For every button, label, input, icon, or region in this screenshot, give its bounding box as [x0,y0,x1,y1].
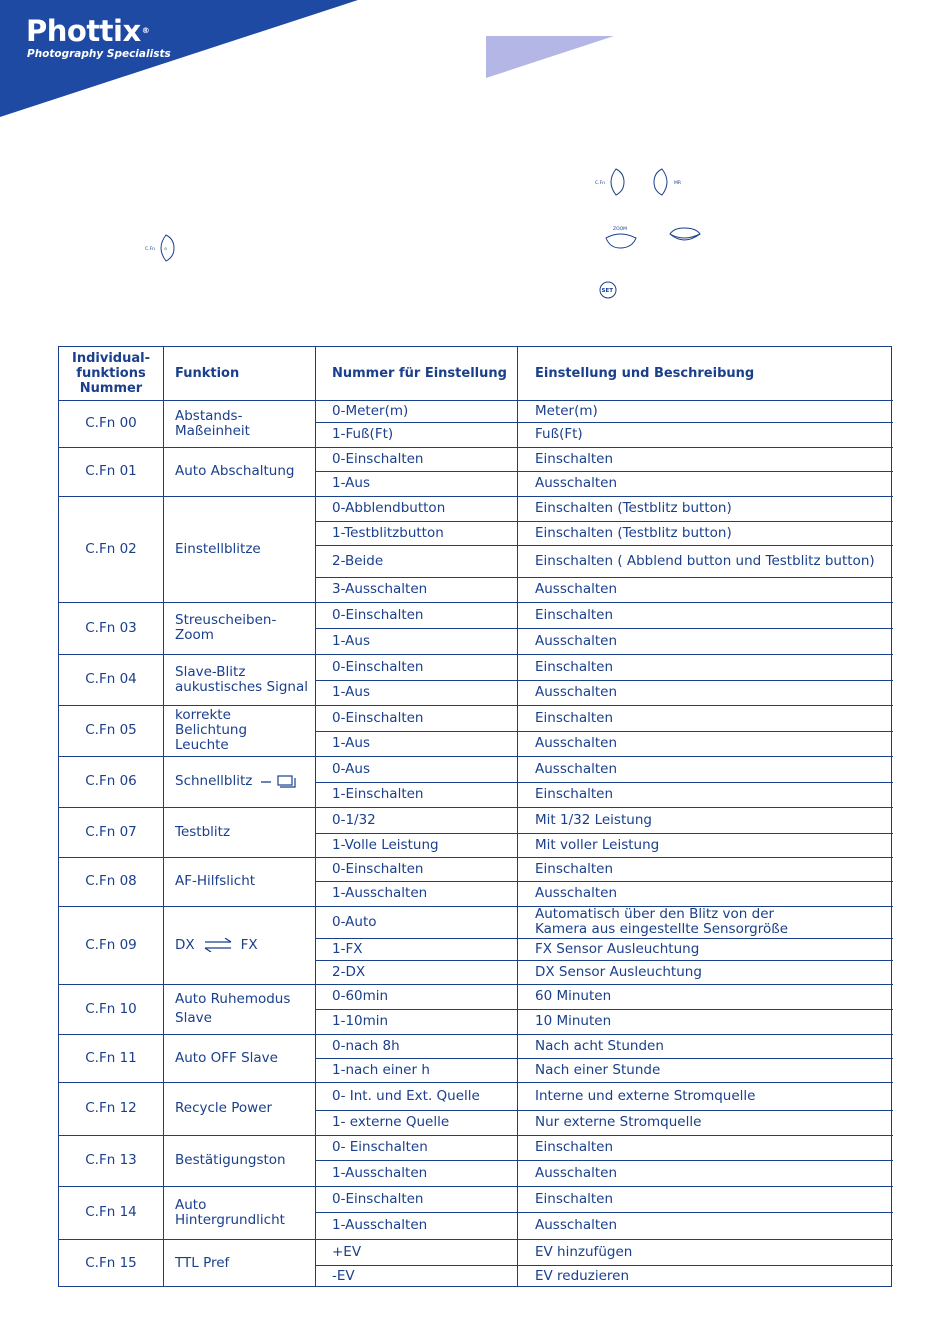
function-name [175,447,313,496]
function-number: C.Fn 14 [85,1204,137,1220]
setting-description-line: Kamera aus eingestellte Sensorgröße [535,921,789,937]
setting-description: Nach acht Stunden [535,1037,664,1054]
function-name-line: Zoom [175,627,214,643]
function-name [175,1082,313,1135]
down-button-icon [666,226,706,252]
setting-number: 2-DX [332,963,366,980]
setting-number: 0-1/32 [332,811,376,828]
setting-number: 1-Ausschalten [332,1217,428,1233]
function-name-line: Recycle Power [175,1100,273,1116]
function-number: C.Fn 02 [85,540,137,557]
column-divider [315,347,316,1286]
cfn-button-icon [594,167,628,197]
svg-text:C.Fn: C.Fn [595,181,606,186]
setting-description: Mit voller Leistung [535,836,660,853]
setting-description: Ausschalten [535,632,618,649]
header-number [59,347,163,400]
setting-number: 0-Aus [332,760,370,777]
zoom-up-button-icon [602,222,642,252]
setting-description: EV hinzufügen [535,1243,633,1260]
function-name-line: Leuchte [175,737,229,753]
setting-number: 1-FX [332,940,363,957]
function-name-line: DX [175,936,195,953]
setting-number: 0- Int. und Ext. Quelle [332,1087,480,1104]
function-name-line: AF-Hilfslicht [175,873,256,889]
setting-description: Ausschalten [535,1217,618,1233]
setting-description: Einschalten [535,1139,614,1155]
setting-number: 0-Einschalten [332,860,424,877]
setting-description: Einschalten (Testblitz button) [535,524,732,541]
column-divider [517,347,518,1286]
function-name-line: Abstands-Maßeinheit [175,407,250,439]
brand-logo [26,14,171,60]
setting-number: 1-nach einer h [332,1061,430,1078]
function-number: C.Fn 13 [85,1152,137,1168]
function-name-line: Testblitz [175,823,231,840]
function-name-wrap [175,938,258,953]
setting-number: 0-Abblendbutton [332,500,446,516]
brand-name: Phottix [26,14,141,48]
function-name-line: Schnellblitz [175,773,253,789]
setting-description: Ausschalten [535,760,618,777]
setting-number: 1-Testblitzbutton [332,524,444,541]
setting-description: Einschalten [535,658,614,675]
svg-text:⊙: ⊙ [164,246,168,251]
function-name-text [175,1198,285,1228]
setting-description: Ausschalten [535,885,618,901]
setting-description: Meter(m) [535,402,598,419]
setting-description: FX Sensor Ausleuchtung [535,940,700,957]
setting-number: 1-Aus [332,475,370,491]
function-name-text [175,1051,278,1066]
function-name-line: TTL Pref [175,1254,230,1271]
setting-description: Ausschalten [535,581,618,597]
function-number: C.Fn 09 [85,936,137,953]
function-name [175,1034,313,1082]
setting-description: Einschalten [535,606,614,623]
function-name-text [175,665,308,695]
function-name-line: Auto Ruhemodus [175,991,291,1007]
setting-number: 1-Ausschalten [332,885,428,901]
function-name [175,1186,313,1239]
function-name [175,984,313,1034]
function-name-line: Einstellblitze [175,540,261,557]
function-name [175,756,313,807]
function-name-text [175,1101,272,1116]
function-name-line: Bestätigungston [175,1152,286,1168]
header-setting-number: Nummer für Einstellung [332,366,507,381]
function-name-text [175,825,230,840]
setting-description: Fuß(Ft) [535,426,583,442]
setting-number: 1-Volle Leistung [332,836,439,853]
setting-description: Nur externe Stromquelle [535,1114,702,1130]
setting-description: Ausschalten [535,475,618,491]
setting-number: 1-Aus [332,632,370,649]
custom-function-table [58,346,892,1287]
function-name [175,807,313,857]
header-function: Funktion [175,366,240,381]
header-number-line: funktions [76,366,146,381]
set-button-icon [597,280,619,300]
function-name-line: Slave-Blitz [175,663,246,680]
function-name-text [175,464,294,479]
function-name-text [175,542,261,557]
setting-description: Einschalten [535,1190,614,1207]
setting-number: 0-Einschalten [332,606,424,623]
function-number: C.Fn 08 [85,873,137,889]
function-name-line: Auto OFF Slave [175,1049,278,1066]
function-number: C.Fn 06 [85,773,137,789]
setting-description: DX Sensor Ausleuchtung [535,963,702,980]
function-name-text [175,708,247,753]
function-number: C.Fn 11 [85,1049,137,1066]
header-number-line: Individual- [72,351,150,366]
function-name-line: Auto [175,1196,207,1213]
function-number: C.Fn 10 [85,1000,137,1017]
svg-text:MR: MR [674,181,682,186]
setting-number: 1-Fuß(Ft) [332,426,394,442]
setting-number: 0-Auto [332,913,377,930]
setting-number: 0-Einschalten [332,1190,424,1207]
setting-description: Ausschalten [535,735,618,751]
setting-description [535,906,891,938]
function-name [175,400,313,447]
setting-number: 0-Einschalten [332,658,424,675]
swap-arrows-icon [203,938,233,952]
setting-description: Ausschalten [535,1164,618,1181]
function-name-line: Belichtung [175,722,248,738]
function-name [175,906,313,984]
setting-description: 60 Minuten [535,988,612,1004]
setting-number: +EV [332,1243,362,1260]
mr-button-icon [652,167,690,197]
setting-number: 1-Einschalten [332,786,424,802]
setting-number: 0-nach 8h [332,1037,400,1054]
setting-description: Nach einer Stunde [535,1061,661,1078]
function-number: C.Fn 04 [85,671,137,687]
function-name-line: FX [240,936,258,953]
function-name [175,1135,313,1186]
setting-number: 1-Ausschalten [332,1164,428,1181]
function-name-line: Hintergrundlicht [175,1211,285,1228]
svg-text:SET: SET [601,288,613,294]
function-name-text [175,613,276,643]
function-name-text [175,990,290,1028]
setting-description: 10 Minuten [535,1013,612,1029]
function-name [175,1239,313,1287]
setting-number: 3-Ausschalten [332,581,428,597]
function-name-line: korrekte [175,707,231,723]
function-name-text [175,409,313,439]
function-number: C.Fn 03 [85,619,137,636]
svg-text:ZOOM: ZOOM [613,227,628,232]
function-name [175,705,313,756]
setting-description: Einschalten ( Abblend button und Testblitz button) [535,552,875,569]
setting-number: 0-Einschalten [332,709,424,726]
setting-description: EV reduzieren [535,1267,629,1284]
registered-mark: ® [141,26,150,35]
setting-number: 0- Einschalten [332,1139,428,1155]
function-number: C.Fn 05 [85,722,137,738]
function-number: C.Fn 12 [85,1100,137,1116]
function-name [175,496,313,602]
function-number: C.Fn 01 [85,463,137,479]
function-name-line: Slave [175,1010,212,1026]
setting-number: 0-Einschalten [332,450,424,467]
setting-description: Einschalten (Testblitz button) [535,500,732,516]
setting-number: 0-Meter(m) [332,402,409,419]
setting-description: Mit 1/32 Leistung [535,811,652,828]
setting-number: 2-Beide [332,552,384,569]
setting-number: 1-Aus [332,684,370,700]
function-name-text [175,1153,286,1168]
function-name-text [175,1256,229,1271]
setting-description: Einschalten [535,450,614,467]
function-name [175,857,313,906]
setting-description: Einschalten [535,860,614,877]
setting-description: Interne und externe Stromquelle [535,1087,756,1104]
setting-description: Einschalten [535,709,614,726]
function-name-line: aukustisches Signal [175,678,308,695]
header-description: Einstellung und Beschreibung [535,366,755,381]
function-name-wrap [175,774,298,789]
function-number: C.Fn 07 [85,823,137,840]
brand-tagline: Photography Specialists [27,48,171,60]
header-number-line: Nummer [79,381,143,396]
function-number: C.Fn 00 [85,415,137,431]
function-name-line: Streuscheiben- [175,612,277,628]
setting-description-line: Automatisch über den Blitz von der [535,906,775,922]
setting-number: 0-60min [332,988,389,1004]
setting-number: 1-Aus [332,735,370,751]
setting-number: -EV [332,1267,355,1284]
function-name-text [175,874,255,889]
cfn-button-icon [144,233,178,263]
setting-description: Einschalten [535,786,614,802]
column-divider [163,347,164,1286]
function-name [175,602,313,654]
setting-number: 1- externe Quelle [332,1114,450,1130]
setting-description: Ausschalten [535,684,618,700]
function-name [175,654,313,705]
svg-text:C.Fn: C.Fn [145,247,156,252]
function-name-line: Auto Abschaltung [175,463,295,479]
function-number: C.Fn 15 [85,1254,137,1271]
setting-number: 1-10min [332,1013,389,1029]
quick-flash-icon [260,775,298,789]
